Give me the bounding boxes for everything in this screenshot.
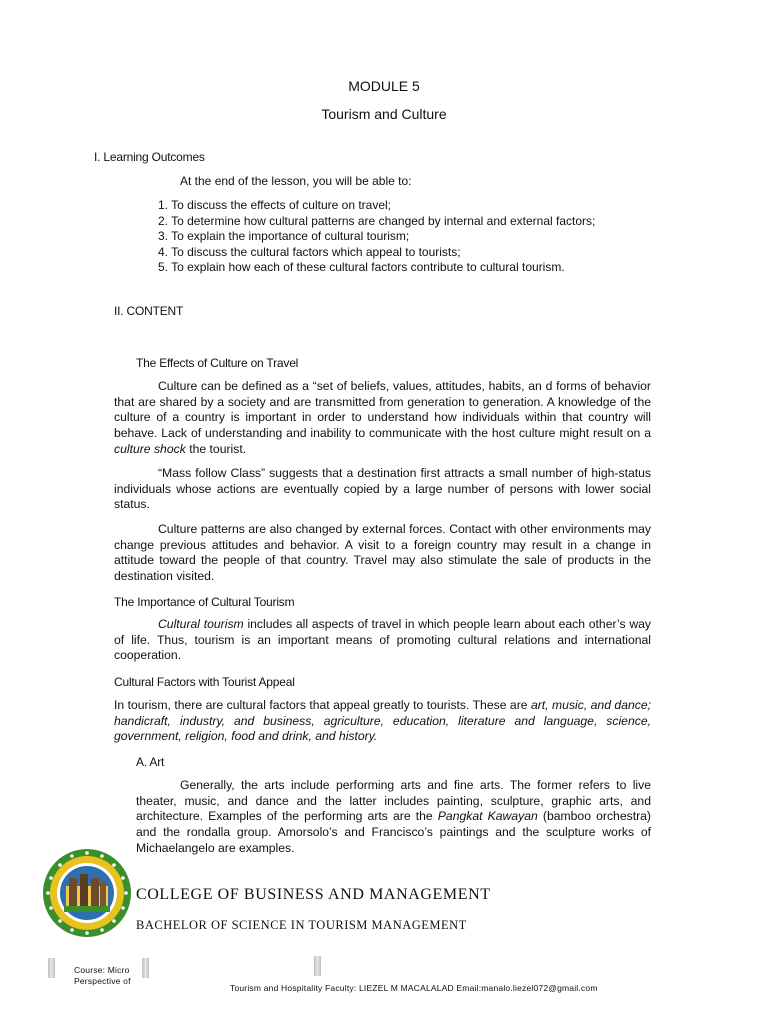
list-item: 1. To discuss the effects of culture on travel; [158, 198, 392, 212]
program-name: BACHELOR OF SCIENCE IN TOURISM MANAGEMENT [136, 918, 467, 932]
factors-paragraph: In tourism, there are cultural factors that appeal greatly to tourists. These are art, music, and dance; handicraft, industry, and business, agriculture, education, literature and language, science, government, religion, food and drink, and history. [114, 698, 652, 744]
art-paragraph: Generally, the arts include performing arts and fine arts. The former refers to live theater, music, and dance and the latter includes painting, sculpture, graphic arts, and architecture. Examples of the performing arts are the Pangkat Kawayan (bamboo orchestra) and the rondalla group. Amorsolo’s and Francisco’s paintings and the sculpture works of Michaelangelo are examples. [136, 778, 651, 855]
importance-heading: The Importance of Cultural Tourism [114, 595, 295, 609]
outcomes-intro: At the end of the lesson, you will be able to: [180, 174, 412, 188]
content-heading: II. CONTENT [114, 304, 184, 318]
effects-heading: The Effects of Culture on Travel [136, 356, 299, 370]
importance-paragraph: Cultural tourism includes all aspects of travel in which people learn about each other’s way of life. Thus, tourism is an important means of promoting cultural relations and international cooperation. [114, 617, 651, 663]
outcomes-list [158, 198, 595, 276]
faculty-contact: Tourism and Hospitality Faculty: LIEZEL M MACALALAD Email:manalo.liezel072@gmail.com [230, 983, 598, 993]
module-number: MODULE 5 [348, 78, 420, 94]
course-label: Course: Micro Perspective of [74, 965, 131, 986]
divider-bar [314, 956, 321, 976]
list-item: 5. To explain how each of these cultural factors contribute to cultural tourism. [158, 260, 565, 275]
page-title: Tourism and Culture [321, 106, 447, 122]
college-name: COLLEGE OF BUSINESS AND MANAGEMENT [136, 886, 491, 903]
divider-bar [142, 958, 149, 978]
outcomes-heading: I. Learning Outcomes [94, 150, 205, 164]
list-item: 4. To discuss the cultural factors which appeal to tourists; [158, 244, 461, 259]
divider-bar [48, 958, 55, 978]
effects-paragraph-1: Culture can be defined as a “set of beliefs, values, attitudes, habits, an d forms of behavior that are shared by a society and are transmitted from generation to generation. A knowledge of the culture of a country is important in order to understand how individuals within that country will behave. Lack of understanding and inability to communicate with the host culture might result on a culture shock the tourist. [114, 379, 651, 456]
list-item: 3. To explain the importance of cultural tourism; [158, 229, 410, 244]
college-seal-icon [42, 848, 132, 938]
list-item: 2. To determine how cultural patterns are changed by internal and external factors; [158, 213, 596, 228]
art-heading: A. Art [136, 755, 165, 769]
effects-paragraph-3: Culture patterns are also changed by external forces. Contact with other environments may change previous attitudes and behavior. A visit to a foreign country may result in a change in attitude toward the people of that country. Travel may also stimulate the sale of products in the destination visited. [114, 522, 651, 584]
factors-heading: Cultural Factors with Tourist Appeal [114, 675, 295, 689]
effects-paragraph-2: “Mass follow Class” suggests that a destination first attracts a small number of high-status individuals whose actions are eventually copied by a large number of persons with lower social status. [114, 466, 651, 512]
